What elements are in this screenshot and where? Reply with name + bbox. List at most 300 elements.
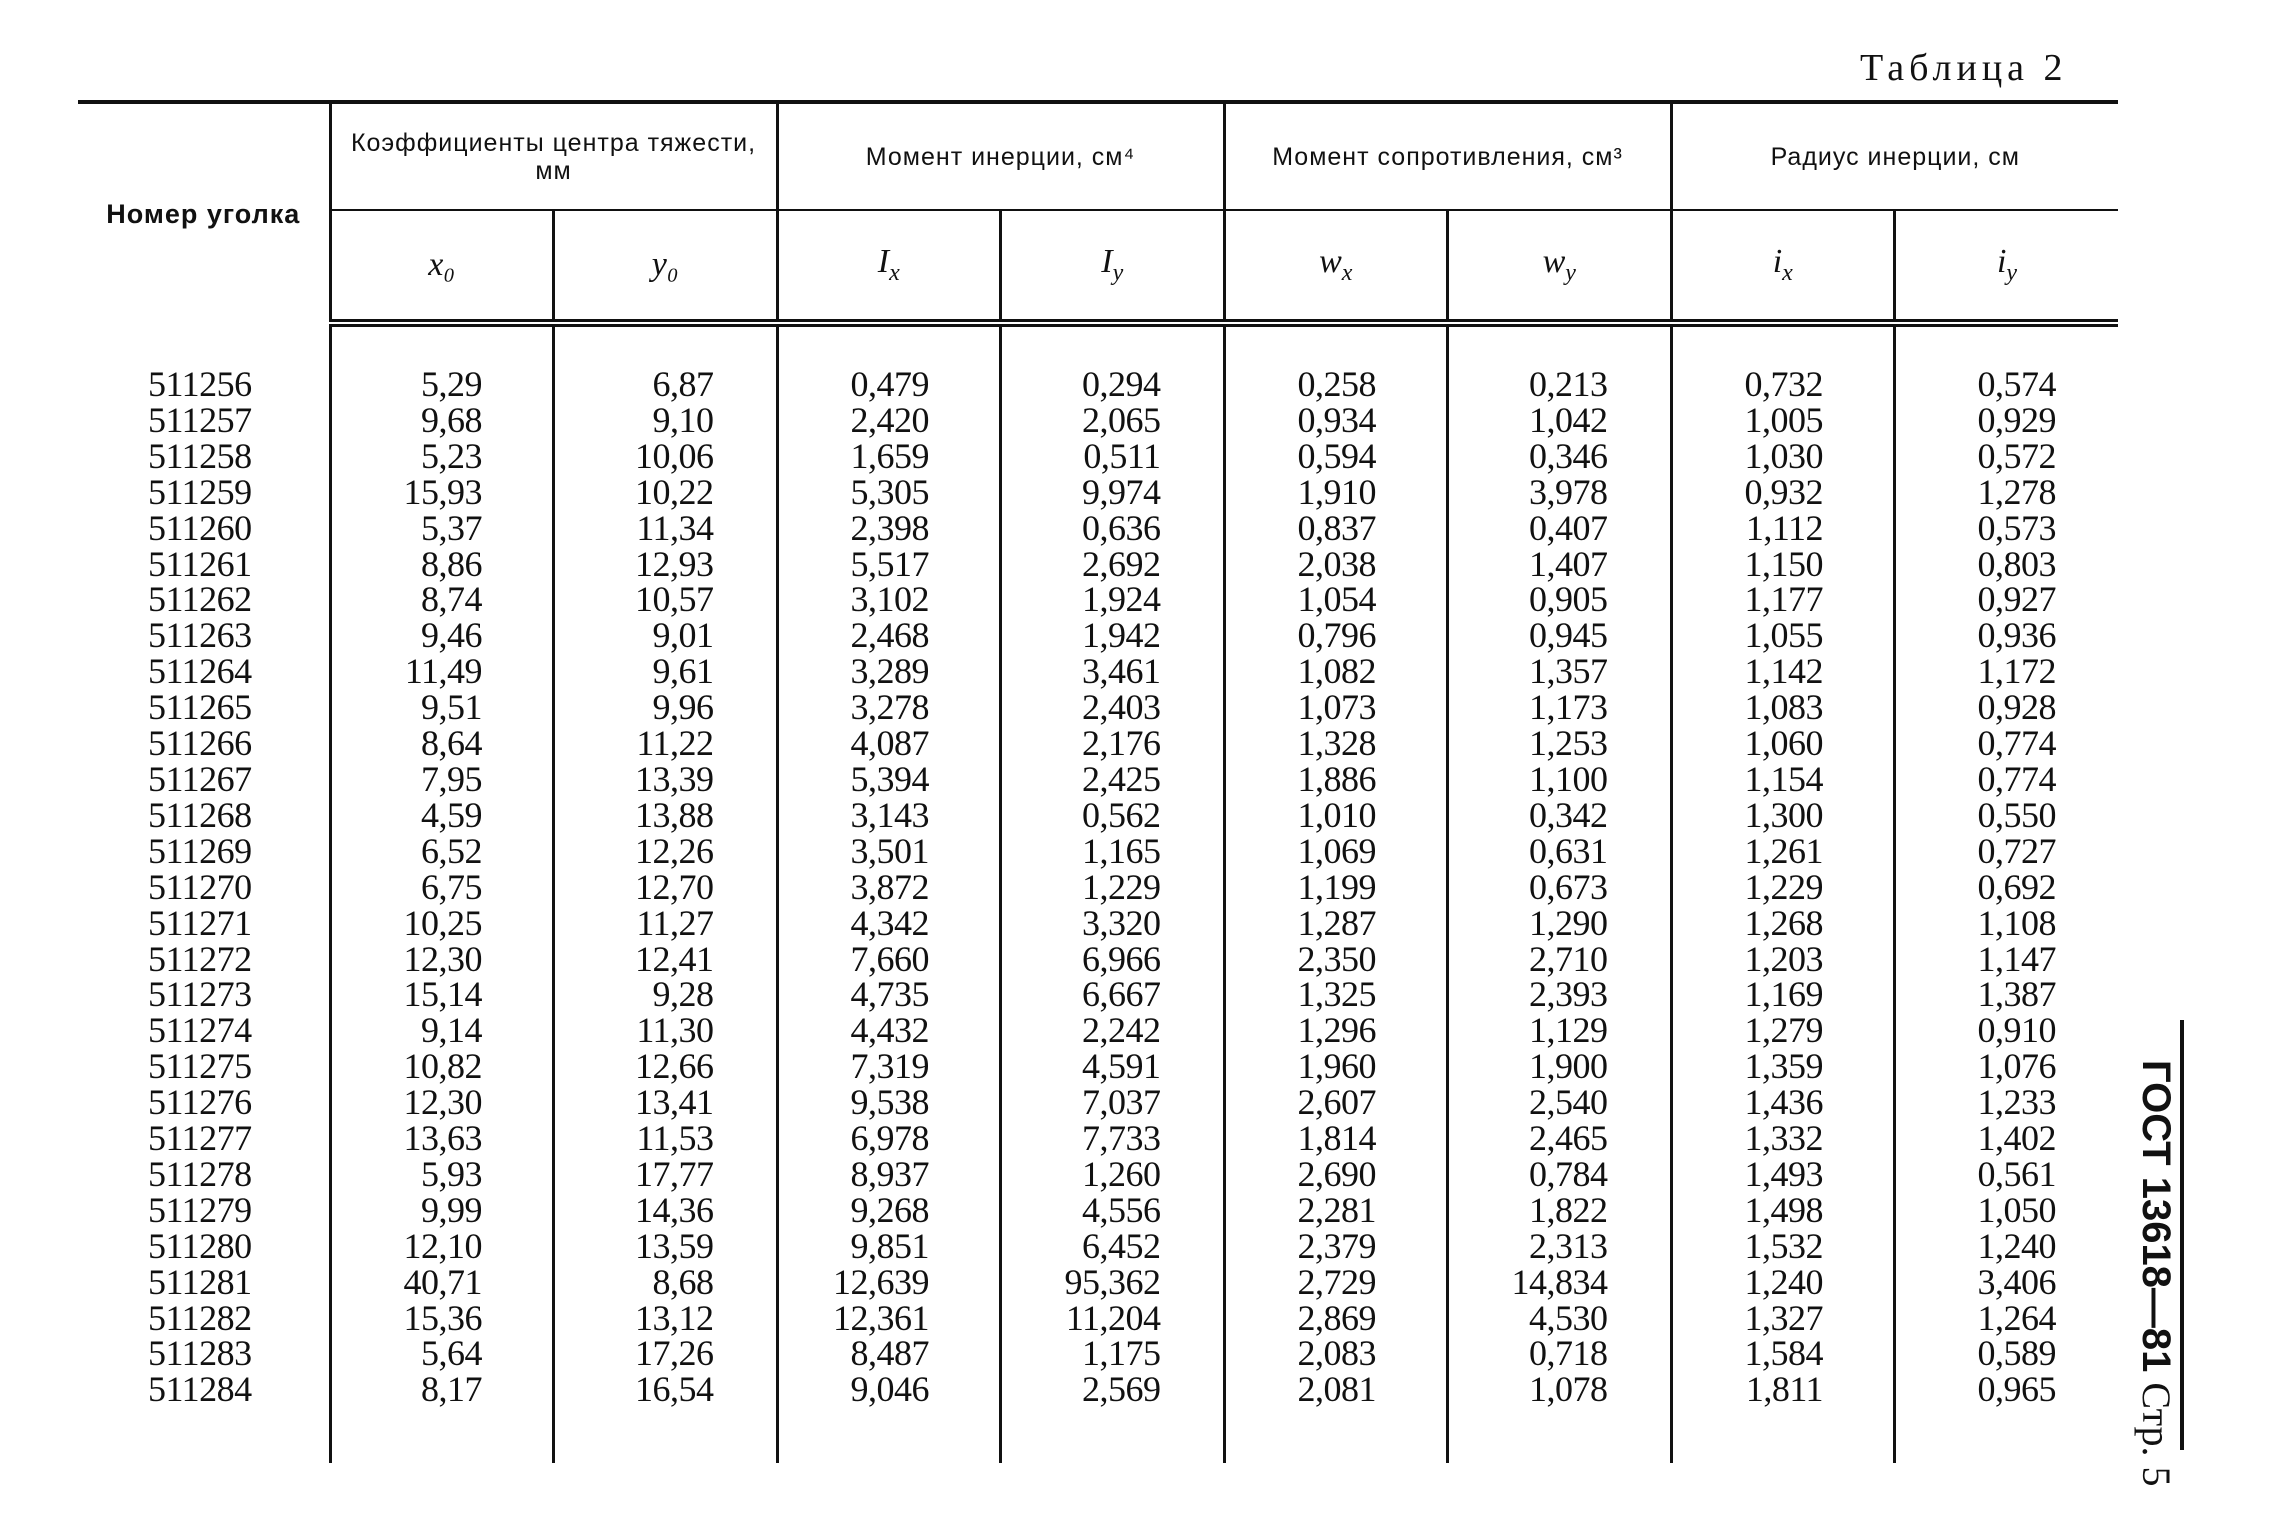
cell-code: 511269 [148,830,252,871]
cell-wy: 0,718 [1448,1336,1672,1372]
cell-iy: 2,176 [1001,726,1225,762]
cell-wx: 2,690 [1224,1157,1448,1193]
cell-iy: 1,924 [1001,582,1225,618]
cell-ix: 3,278 [777,690,1001,726]
cell-iy: 3,320 [1001,906,1225,942]
header-iy-moment: $I_y$ [1001,210,1225,323]
cell-x0: 8,64 [330,726,554,762]
table-row [78,906,2118,942]
cell-wx: 1,328 [1224,726,1448,762]
cell-ry: 0,574 [1895,367,2119,403]
cell-wy: 1,129 [1448,1013,1672,1049]
cell-iy: 1,175 [1001,1336,1225,1372]
cell-rx: 1,261 [1671,834,1895,870]
cell-ry: 0,936 [1895,618,2119,654]
cell-y0: 16,54 [554,1372,778,1408]
cell-iy: 1,165 [1001,834,1225,870]
cell-iy: 9,974 [1001,475,1225,511]
cell-wy: 1,078 [1448,1372,1672,1408]
cell-iy: 4,556 [1001,1193,1225,1229]
cell-x0: 5,93 [330,1157,554,1193]
cell-wx: 2,038 [1224,547,1448,583]
cell-rx: 1,584 [1671,1336,1895,1372]
cell-iy: 0,562 [1001,798,1225,834]
cell-wy: 3,978 [1448,475,1672,511]
cell-x0: 9,14 [330,1013,554,1049]
cell-ix: 4,735 [777,977,1001,1013]
cell-wx: 2,607 [1224,1085,1448,1121]
table-row [78,1013,2118,1049]
cell-iy: 0,511 [1001,439,1225,475]
cell-ry: 0,965 [1895,1372,2119,1408]
cell-wy: 14,834 [1448,1265,1672,1301]
cell-rx: 1,083 [1671,690,1895,726]
header-y0: y₀ [554,210,778,323]
cell-iy: 6,667 [1001,977,1225,1013]
cell-x0: 15,93 [330,475,554,511]
cell-iy: 2,242 [1001,1013,1225,1049]
cell-wy: 1,290 [1448,906,1672,942]
cell-wy: 1,173 [1448,690,1672,726]
cell-wx: 1,199 [1224,870,1448,906]
cell-code: 511263 [148,615,252,656]
cell-wx: 2,083 [1224,1336,1448,1372]
cell-iy: 2,425 [1001,762,1225,798]
cell-wy: 0,673 [1448,870,1672,906]
cell-x0: 12,30 [330,1085,554,1121]
cell-wy: 0,784 [1448,1157,1672,1193]
cell-y0: 11,22 [554,726,778,762]
cell-rx: 1,359 [1671,1049,1895,1085]
table-row [78,582,2118,618]
cell-y0: 11,53 [554,1121,778,1157]
cell-y0: 13,59 [554,1229,778,1265]
cell-ry: 0,929 [1895,403,2119,439]
spacer-row [78,323,2118,367]
header-wy: $w_y$ [1448,210,1672,323]
cell-rx: 1,240 [1671,1265,1895,1301]
table-row [78,1336,2118,1372]
cell-rx: 1,112 [1671,511,1895,547]
cell-ix: 9,046 [777,1372,1001,1408]
cell-x0: 8,74 [330,582,554,618]
header-iy-radius: $i_y$ [1895,210,2119,323]
cell-rx: 1,327 [1671,1301,1895,1337]
cell-wx: 1,325 [1224,977,1448,1013]
table-row [78,1193,2118,1229]
cell-wy: 0,407 [1448,511,1672,547]
cell-wx: 1,287 [1224,906,1448,942]
table-row [78,762,2118,798]
cell-x0: 8,86 [330,547,554,583]
cell-y0: 12,41 [554,942,778,978]
cell-wx: 1,010 [1224,798,1448,834]
header-number: Номер уголка [78,102,330,323]
table-row [78,1265,2118,1301]
cell-rx: 1,493 [1671,1157,1895,1193]
cell-wx: 0,594 [1224,439,1448,475]
cell-wy: 2,710 [1448,942,1672,978]
cell-wx: 1,069 [1224,834,1448,870]
cell-rx: 1,142 [1671,654,1895,690]
cell-wx: 2,379 [1224,1229,1448,1265]
cell-rx: 1,532 [1671,1229,1895,1265]
cell-x0: 5,23 [330,439,554,475]
cell-wx: 0,796 [1224,618,1448,654]
cell-iy: 2,569 [1001,1372,1225,1408]
header-section-modulus: Момент сопротивления, см³ [1224,102,1671,210]
table-row [78,798,2118,834]
cell-code: 511279 [148,1189,252,1230]
page-number: Стр. 5 [2134,1382,2179,1487]
cell-y0: 8,68 [554,1265,778,1301]
cell-wy: 2,465 [1448,1121,1672,1157]
cell-wx: 1,886 [1224,762,1448,798]
cell-x0: 9,99 [330,1193,554,1229]
cell-ix: 8,487 [777,1336,1001,1372]
cell-x0: 9,68 [330,403,554,439]
table-row [78,977,2118,1013]
cell-y0: 9,61 [554,654,778,690]
cell-ix: 5,394 [777,762,1001,798]
cell-wy: 1,100 [1448,762,1672,798]
cell-wy: 0,346 [1448,439,1672,475]
cell-code: 511277 [148,1118,252,1159]
cell-ry: 1,233 [1895,1085,2119,1121]
table-row [78,690,2118,726]
cell-ix: 7,660 [777,942,1001,978]
cell-ry: 3,406 [1895,1265,2119,1301]
cell-y0: 9,96 [554,690,778,726]
cell-ix: 3,102 [777,582,1001,618]
cell-ix: 12,361 [777,1301,1001,1337]
cell-iy: 0,636 [1001,511,1225,547]
cell-y0: 10,22 [554,475,778,511]
cell-ix: 5,517 [777,547,1001,583]
cell-y0: 17,77 [554,1157,778,1193]
cell-code: 511274 [148,1010,252,1051]
cell-ry: 1,240 [1895,1229,2119,1265]
cell-ix: 5,305 [777,475,1001,511]
cell-ix: 2,398 [777,511,1001,547]
cell-x0: 10,82 [330,1049,554,1085]
cell-ry: 1,172 [1895,654,2119,690]
cell-wx: 2,729 [1224,1265,1448,1301]
cell-rx: 1,005 [1671,403,1895,439]
cell-iy: 2,692 [1001,547,1225,583]
cell-x0: 8,17 [330,1372,554,1408]
cell-rx: 1,229 [1671,870,1895,906]
cell-ix: 4,432 [777,1013,1001,1049]
cell-code: 511265 [148,687,252,728]
cell-ix: 4,342 [777,906,1001,942]
cell-y0: 13,39 [554,762,778,798]
cell-ry: 1,387 [1895,977,2119,1013]
cell-code: 511266 [148,723,252,764]
table-row [78,942,2118,978]
table-row [78,547,2118,583]
cell-wx: 0,934 [1224,403,1448,439]
cell-code: 511281 [148,1261,252,1302]
cell-iy: 6,452 [1001,1229,1225,1265]
cell-ry: 0,572 [1895,439,2119,475]
cell-ry: 0,692 [1895,870,2119,906]
cell-ry: 1,147 [1895,942,2119,978]
cell-ix: 7,319 [777,1049,1001,1085]
table-caption: Таблица 2 [1860,47,2068,89]
cell-rx: 1,811 [1671,1372,1895,1408]
cell-ry: 0,727 [1895,834,2119,870]
cell-rx: 1,203 [1671,942,1895,978]
table-row [78,439,2118,475]
cell-rx: 1,177 [1671,582,1895,618]
cell-y0: 12,66 [554,1049,778,1085]
data-table [78,100,2118,1463]
cell-wy: 0,945 [1448,618,1672,654]
cell-code: 511271 [148,902,252,943]
cell-wy: 0,631 [1448,834,1672,870]
cell-rx: 1,055 [1671,618,1895,654]
cell-rx: 1,154 [1671,762,1895,798]
table-row [78,403,2118,439]
table-row [78,475,2118,511]
cell-wy: 2,393 [1448,977,1672,1013]
cell-y0: 9,28 [554,977,778,1013]
cell-code: 511267 [148,758,252,799]
cell-y0: 12,93 [554,547,778,583]
cell-rx: 1,332 [1671,1121,1895,1157]
cell-code: 511282 [148,1297,252,1338]
cell-iy: 95,362 [1001,1265,1225,1301]
table-header [78,102,2118,323]
cell-ry: 1,050 [1895,1193,2119,1229]
table-row [78,1301,2118,1337]
cell-wx: 2,350 [1224,942,1448,978]
cell-ix: 3,289 [777,654,1001,690]
cell-x0: 4,59 [330,798,554,834]
table-body [78,323,2118,1463]
cell-iy: 1,260 [1001,1157,1225,1193]
cell-code: 511280 [148,1225,252,1266]
cell-ix: 3,872 [777,870,1001,906]
cell-y0: 13,12 [554,1301,778,1337]
cell-rx: 1,300 [1671,798,1895,834]
cell-ry: 0,910 [1895,1013,2119,1049]
cell-x0: 5,29 [330,367,554,403]
header-x0: x₀ [330,210,554,323]
table-row [78,1121,2118,1157]
cell-y0: 11,30 [554,1013,778,1049]
cell-code: 511260 [148,507,252,548]
cell-wx: 1,054 [1224,582,1448,618]
cell-wx: 1,296 [1224,1013,1448,1049]
cell-wx: 2,869 [1224,1301,1448,1337]
cell-code: 511270 [148,866,252,907]
gost-number: ГОСТ 13618—81 [2134,1060,2178,1373]
cell-ix: 4,087 [777,726,1001,762]
table-row [78,834,2118,870]
cell-rx: 1,150 [1671,547,1895,583]
cell-wy: 1,900 [1448,1049,1672,1085]
cell-ix: 12,639 [777,1265,1001,1301]
cell-rx: 1,436 [1671,1085,1895,1121]
cell-iy: 2,403 [1001,690,1225,726]
table-row [78,1229,2118,1265]
cell-ix: 9,851 [777,1229,1001,1265]
cell-ix: 3,501 [777,834,1001,870]
cell-ix: 9,538 [777,1085,1001,1121]
cell-wx: 0,258 [1224,367,1448,403]
cell-y0: 17,26 [554,1336,778,1372]
cell-ry: 0,928 [1895,690,2119,726]
cell-y0: 11,27 [554,906,778,942]
cell-iy: 6,966 [1001,942,1225,978]
cell-y0: 13,41 [554,1085,778,1121]
header-ix-moment: $I_x$ [777,210,1001,323]
cell-y0: 10,06 [554,439,778,475]
side-rule [2180,1020,2184,1450]
cell-code: 511268 [148,794,252,835]
cell-wy: 0,213 [1448,367,1672,403]
cell-iy: 4,591 [1001,1049,1225,1085]
cell-code: 511283 [148,1333,252,1374]
cell-ix: 2,420 [777,403,1001,439]
cell-ry: 0,561 [1895,1157,2119,1193]
cell-ry: 1,264 [1895,1301,2119,1337]
cell-code: 511284 [148,1369,252,1410]
cell-y0: 6,87 [554,367,778,403]
cell-y0: 11,34 [554,511,778,547]
cell-wx: 1,960 [1224,1049,1448,1085]
cell-wy: 2,540 [1448,1085,1672,1121]
cell-x0: 9,46 [330,618,554,654]
cell-y0: 9,01 [554,618,778,654]
cell-x0: 6,52 [330,834,554,870]
cell-ry: 1,278 [1895,475,2119,511]
cell-y0: 9,10 [554,403,778,439]
cell-code: 511278 [148,1153,252,1194]
table-row [78,1157,2118,1193]
cell-code: 511273 [148,974,252,1015]
cell-wy: 1,253 [1448,726,1672,762]
table-row [78,1085,2118,1121]
table-row [78,511,2118,547]
cell-iy: 1,942 [1001,618,1225,654]
cell-wx: 1,073 [1224,690,1448,726]
side-page-label [2130,1060,2180,1487]
table-row [78,1372,2118,1408]
cell-wy: 1,407 [1448,547,1672,583]
cell-code: 511258 [148,435,252,476]
cell-wy: 2,313 [1448,1229,1672,1265]
cell-wx: 1,814 [1224,1121,1448,1157]
cell-ry: 1,076 [1895,1049,2119,1085]
cell-wy: 1,357 [1448,654,1672,690]
cell-rx: 1,279 [1671,1013,1895,1049]
cell-wx: 0,837 [1224,511,1448,547]
cell-x0: 15,14 [330,977,554,1013]
cell-wy: 0,342 [1448,798,1672,834]
table-row [78,870,2118,906]
header-wx: $w_x$ [1224,210,1448,323]
cell-x0: 11,49 [330,654,554,690]
cell-ix: 3,143 [777,798,1001,834]
cell-code: 511257 [148,399,252,440]
cell-x0: 15,36 [330,1301,554,1337]
cell-x0: 40,71 [330,1265,554,1301]
cell-ry: 0,774 [1895,726,2119,762]
cell-iy: 11,204 [1001,1301,1225,1337]
cell-ry: 1,108 [1895,906,2119,942]
cell-ix: 9,268 [777,1193,1001,1229]
cell-x0: 5,37 [330,511,554,547]
cell-y0: 12,26 [554,834,778,870]
cell-code: 511275 [148,1046,252,1087]
cell-rx: 1,268 [1671,906,1895,942]
cell-code: 511256 [148,364,252,404]
table-row [78,654,2118,690]
cell-wy: 0,905 [1448,582,1672,618]
cell-rx: 0,932 [1671,475,1895,511]
cell-iy: 0,294 [1001,367,1225,403]
cell-x0: 5,64 [330,1336,554,1372]
cell-wy: 1,822 [1448,1193,1672,1229]
cell-rx: 1,030 [1671,439,1895,475]
cell-x0: 12,10 [330,1229,554,1265]
table-row [78,726,2118,762]
cell-x0: 6,75 [330,870,554,906]
cell-wx: 1,082 [1224,654,1448,690]
cell-ix: 2,468 [777,618,1001,654]
cell-wx: 1,910 [1224,475,1448,511]
cell-code: 511264 [148,651,252,692]
cell-x0: 10,25 [330,906,554,942]
cell-x0: 13,63 [330,1121,554,1157]
header-ix-radius: $i_x$ [1671,210,1895,323]
cell-y0: 13,88 [554,798,778,834]
cell-ry: 1,402 [1895,1121,2119,1157]
cell-ix: 8,937 [777,1157,1001,1193]
cell-wy: 1,042 [1448,403,1672,439]
cell-ry: 0,573 [1895,511,2119,547]
table-row [78,618,2118,654]
cell-y0: 12,70 [554,870,778,906]
cell-rx: 1,169 [1671,977,1895,1013]
cell-iy: 1,229 [1001,870,1225,906]
cell-x0: 7,95 [330,762,554,798]
tail-row [78,1408,2118,1463]
cell-ry: 0,550 [1895,798,2119,834]
cell-iy: 3,461 [1001,654,1225,690]
cell-ry: 0,589 [1895,1336,2119,1372]
cell-rx: 0,732 [1671,367,1895,403]
table-row [78,1049,2118,1085]
cell-code: 511272 [148,938,252,979]
cell-y0: 10,57 [554,582,778,618]
cell-x0: 12,30 [330,942,554,978]
header-radius-of-gyration: Радиус инерции, см [1671,102,2118,210]
cell-rx: 1,060 [1671,726,1895,762]
cell-iy: 7,037 [1001,1085,1225,1121]
header-center-coefficients: Коэффициенты центра тяжести, мм [330,102,777,210]
cell-ry: 0,927 [1895,582,2119,618]
cell-code: 511262 [148,579,252,620]
cell-wx: 2,081 [1224,1372,1448,1408]
cell-iy: 7,733 [1001,1121,1225,1157]
header-moment-of-inertia: Момент инерции, см⁴ [777,102,1224,210]
cell-ry: 0,803 [1895,547,2119,583]
cell-ix: 0,479 [777,367,1001,403]
